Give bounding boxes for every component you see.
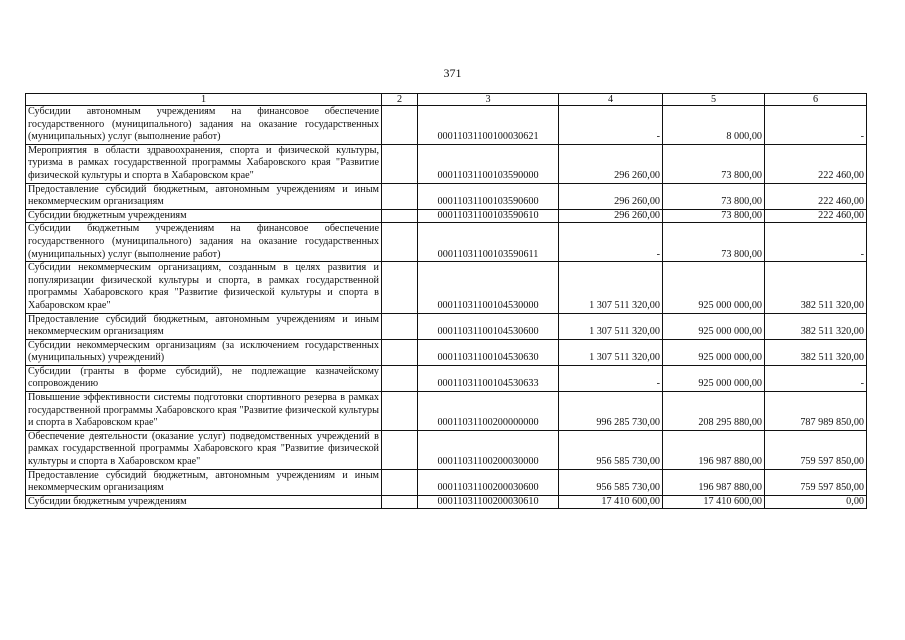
value-col6-cell: -: [765, 365, 867, 391]
name-cell: Субсидии бюджетным учреждениям на финансовое обеспечение государственного (муниципального) задания на оказание государственных (муниципальных) услуг (выполнение работ): [26, 223, 382, 262]
value-col6-cell: 222 460,00: [765, 183, 867, 209]
value-col6-cell: 759 597 850,00: [765, 430, 867, 469]
value-col5-cell: 73 800,00: [663, 209, 765, 223]
table-row: [26, 223, 867, 262]
code-cell: 00011031100104530633: [418, 365, 559, 391]
value-col6-cell: -: [765, 106, 867, 145]
code-cell: 00011031100103590600: [418, 183, 559, 209]
code-cell: 00011031100104530600: [418, 313, 559, 339]
blank-cell: [382, 392, 418, 431]
name-cell: Мероприятия в области здравоохранения, спорта и физической культуры, туризма в рамках государственной программы Хабаровского края "Развитие физической культуры и спорта в Хабаровском крае": [26, 144, 382, 183]
blank-cell: [382, 106, 418, 145]
code-cell: 00011031100200030600: [418, 469, 559, 495]
value-col5-cell: 925 000 000,00: [663, 365, 765, 391]
value-col4-cell: 956 585 730,00: [559, 430, 663, 469]
value-col4-cell: 296 260,00: [559, 183, 663, 209]
table-row: [26, 313, 867, 339]
name-cell: Предоставление субсидий бюджетным, автономным учреждениям и иным некоммерческим организациям: [26, 313, 382, 339]
table-row: [26, 209, 867, 223]
blank-cell: [382, 339, 418, 365]
value-col4-cell: 1 307 511 320,00: [559, 262, 663, 313]
value-col5-cell: 196 987 880,00: [663, 469, 765, 495]
value-col4-cell: 296 260,00: [559, 209, 663, 223]
table-row: [26, 106, 867, 145]
value-col5-cell: 8 000,00: [663, 106, 765, 145]
value-col6-cell: -: [765, 223, 867, 262]
table-row: [26, 339, 867, 365]
value-col5-cell: 925 000 000,00: [663, 339, 765, 365]
value-col6-cell: 759 597 850,00: [765, 469, 867, 495]
value-col5-cell: 73 800,00: [663, 183, 765, 209]
blank-cell: [382, 144, 418, 183]
value-col4-cell: -: [559, 223, 663, 262]
header-row: [26, 94, 867, 106]
header-cell: 1: [26, 94, 382, 106]
table-row: [26, 469, 867, 495]
code-cell: 00011031100104530630: [418, 339, 559, 365]
value-col4-cell: 1 307 511 320,00: [559, 313, 663, 339]
table-row: [26, 262, 867, 313]
value-col4-cell: 996 285 730,00: [559, 392, 663, 431]
code-cell: 00011031100103590610: [418, 209, 559, 223]
table-row: [26, 430, 867, 469]
name-cell: Субсидии бюджетным учреждениям: [26, 495, 382, 509]
name-cell: Предоставление субсидий бюджетным, автономным учреждениям и иным некоммерческим организациям: [26, 469, 382, 495]
value-col4-cell: 956 585 730,00: [559, 469, 663, 495]
blank-cell: [382, 313, 418, 339]
header-cell: 2: [382, 94, 418, 106]
blank-cell: [382, 430, 418, 469]
table-row: [26, 365, 867, 391]
value-col6-cell: 787 989 850,00: [765, 392, 867, 431]
code-cell: 00011031100200030000: [418, 430, 559, 469]
name-cell: Субсидии некоммерческим организациям, созданным в целях развития и популяризации физической культуры и спорта, в рамках государственной программы Хабаровского края "Развитие физической культуры и спорта в Хабаровском крае": [26, 262, 382, 313]
value-col4-cell: 296 260,00: [559, 144, 663, 183]
code-cell: 00011031100200030610: [418, 495, 559, 509]
header-cell: 6: [765, 94, 867, 106]
value-col5-cell: 925 000 000,00: [663, 262, 765, 313]
page-number: 371: [443, 66, 462, 80]
blank-cell: [382, 365, 418, 391]
blank-cell: [382, 209, 418, 223]
table-row: [26, 144, 867, 183]
name-cell: Субсидии автономным учреждениям на финансовое обеспечение государственного (муниципального) задания на оказание государственных (муниципальных) услуг (выполнение работ): [26, 106, 382, 145]
blank-cell: [382, 495, 418, 509]
code-cell: 00011031100200000000: [418, 392, 559, 431]
value-col5-cell: 17 410 600,00: [663, 495, 765, 509]
value-col6-cell: 0,00: [765, 495, 867, 509]
name-cell: Субсидии некоммерческим организациям (за исключением государственных (муниципальных) учреждений): [26, 339, 382, 365]
blank-cell: [382, 262, 418, 313]
value-col4-cell: 17 410 600,00: [559, 495, 663, 509]
header-cell: 4: [559, 94, 663, 106]
value-col6-cell: 382 511 320,00: [765, 262, 867, 313]
value-col5-cell: 925 000 000,00: [663, 313, 765, 339]
name-cell: Предоставление субсидий бюджетным, автономным учреждениям и иным некоммерческим организациям: [26, 183, 382, 209]
code-cell: 00011031100100030621: [418, 106, 559, 145]
value-col5-cell: 208 295 880,00: [663, 392, 765, 431]
table-row: [26, 392, 867, 431]
header-cell: 5: [663, 94, 765, 106]
code-cell: 00011031100103590000: [418, 144, 559, 183]
name-cell: Повышение эффективности системы подготовки спортивного резерва в рамках государственной программы Хабаровского края "Развитие физической культуры и спорта в Хабаровском крае": [26, 392, 382, 431]
blank-cell: [382, 469, 418, 495]
blank-cell: [382, 183, 418, 209]
value-col6-cell: 222 460,00: [765, 209, 867, 223]
value-col5-cell: 73 800,00: [663, 223, 765, 262]
value-col4-cell: 1 307 511 320,00: [559, 339, 663, 365]
name-cell: Субсидии бюджетным учреждениям: [26, 209, 382, 223]
value-col6-cell: 382 511 320,00: [765, 313, 867, 339]
value-col6-cell: 222 460,00: [765, 144, 867, 183]
header-cell: 3: [418, 94, 559, 106]
blank-cell: [382, 223, 418, 262]
value-col5-cell: 196 987 880,00: [663, 430, 765, 469]
budget-table: [25, 93, 867, 509]
name-cell: Субсидии (гранты в форме субсидий), не подлежащие казначейскому сопровождению: [26, 365, 382, 391]
code-cell: 00011031100104530000: [418, 262, 559, 313]
value-col6-cell: 382 511 320,00: [765, 339, 867, 365]
code-cell: 00011031100103590611: [418, 223, 559, 262]
table-row: [26, 183, 867, 209]
value-col4-cell: -: [559, 106, 663, 145]
value-col4-cell: -: [559, 365, 663, 391]
name-cell: Обеспечение деятельности (оказание услуг) подведомственных учреждений в рамках государственной программы Хабаровского края "Развитие физической культуры и спорта в Хабаровском крае": [26, 430, 382, 469]
value-col5-cell: 73 800,00: [663, 144, 765, 183]
table-row: [26, 495, 867, 509]
